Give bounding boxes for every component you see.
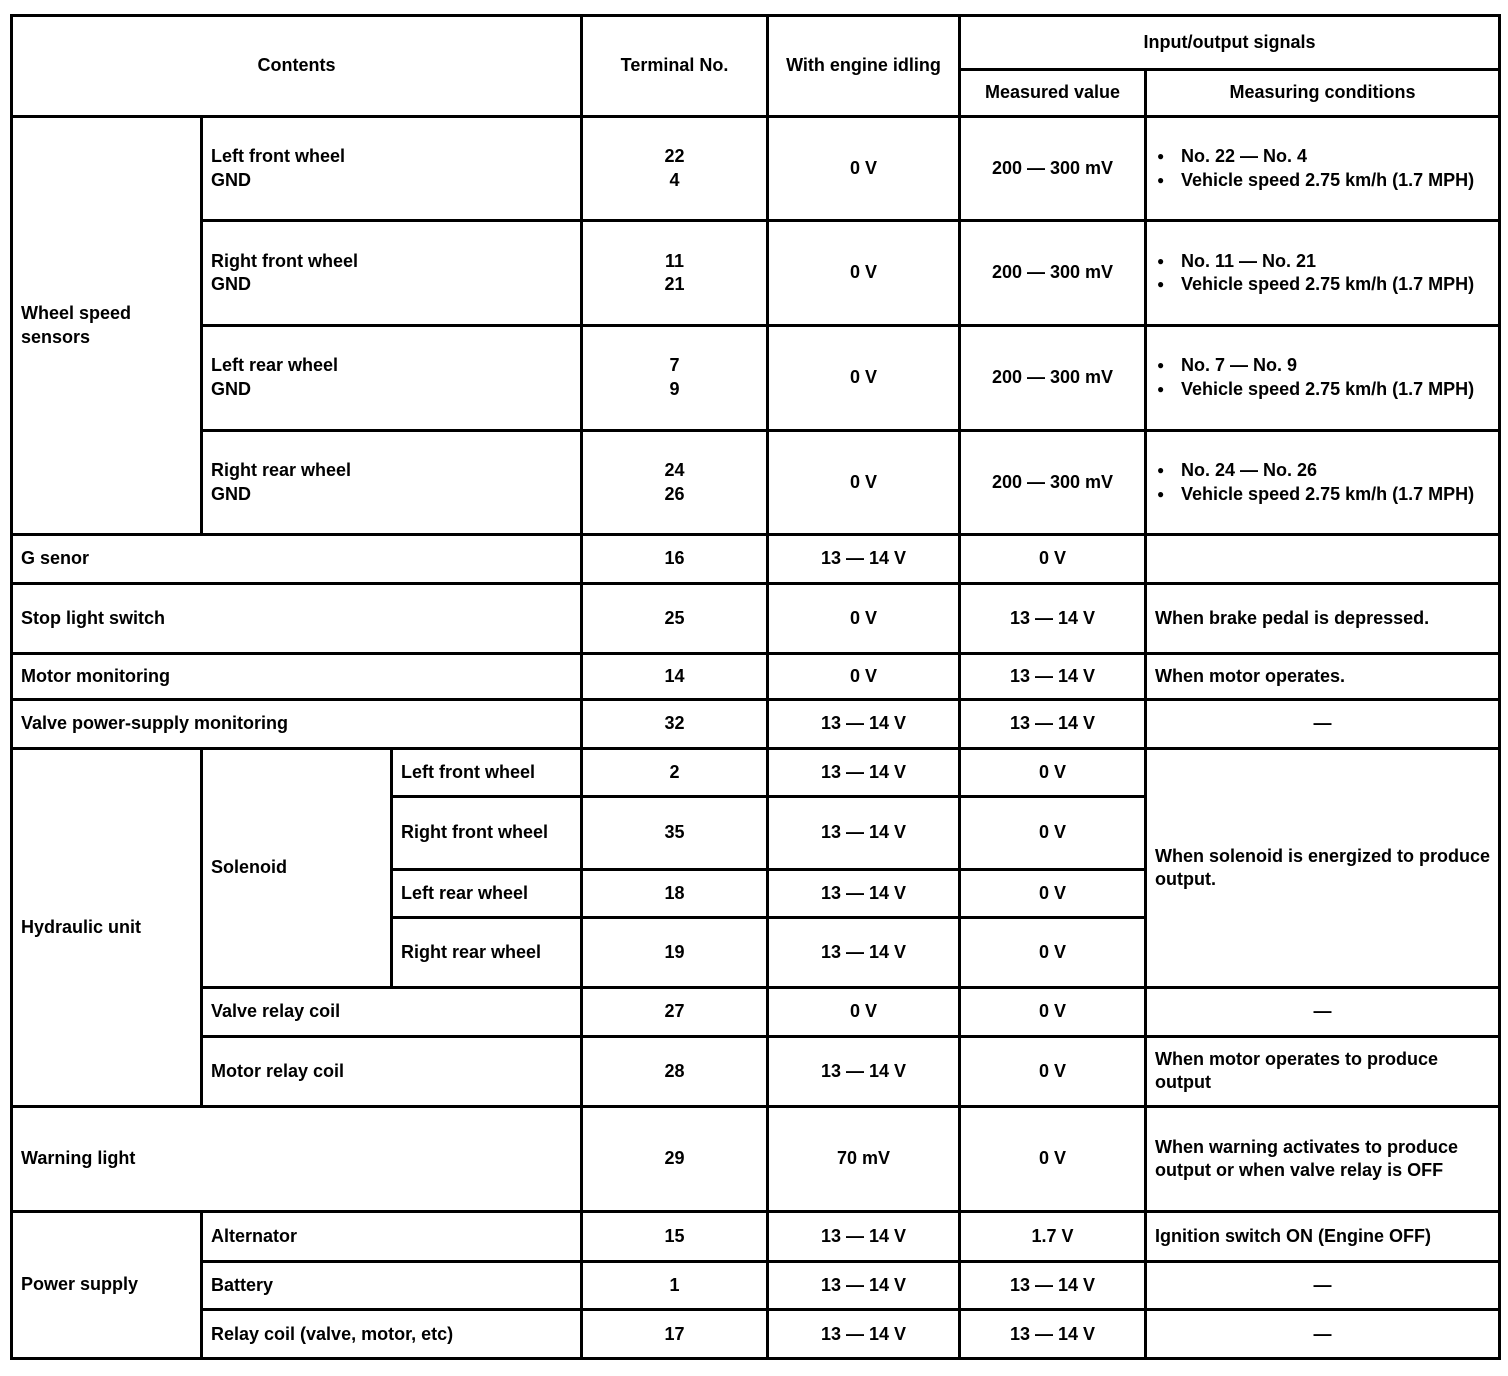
- idle-value: 13 — 14 V: [768, 1262, 960, 1310]
- measuring-condition: When warning activates to produce output or when valve relay is OFF: [1146, 1107, 1500, 1212]
- measured-value: 0 V: [960, 797, 1146, 869]
- item-name: Warning light: [12, 1107, 582, 1212]
- measured-value: 13 — 14 V: [960, 1262, 1146, 1310]
- measuring-condition: When brake pedal is depressed.: [1146, 583, 1500, 653]
- measuring-condition: —: [1146, 1262, 1500, 1310]
- terminal-no: 2: [582, 748, 768, 796]
- idle-value: 13 — 14 V: [768, 797, 960, 869]
- measuring-condition: [1146, 430, 1500, 535]
- condition-speed: ● Vehicle speed 2.75 km/h (1.7 MPH): [1155, 273, 1490, 296]
- table-row: [12, 583, 1500, 653]
- io-signal-table: [10, 14, 1501, 1360]
- idle-value: 0 V: [768, 430, 960, 535]
- group-solenoid: Solenoid: [202, 748, 392, 988]
- item-name: Valve power-supply monitoring: [12, 700, 582, 748]
- measured-value: 0 V: [960, 869, 1146, 917]
- measuring-condition: When motor operates to produce output: [1146, 1036, 1500, 1106]
- condition-speed: ● Vehicle speed 2.75 km/h (1.7 MPH): [1155, 483, 1490, 506]
- measured-value: 0 V: [960, 917, 1146, 987]
- item-name: Stop light switch: [12, 583, 582, 653]
- header-terminal-no: Terminal No.: [582, 16, 768, 117]
- header-contents: Contents: [12, 16, 582, 117]
- sensor-gnd: GND: [211, 378, 251, 399]
- header-measuring-conditions: Measuring conditions: [1146, 70, 1500, 116]
- condition-speed: ● Vehicle speed 2.75 km/h (1.7 MPH): [1155, 378, 1490, 401]
- idle-value: 13 — 14 V: [768, 1036, 960, 1106]
- terminal-cell: [582, 116, 768, 221]
- measured-value: 200 — 300 mV: [960, 116, 1146, 221]
- measuring-condition: When motor operates.: [1146, 654, 1500, 700]
- header-with-engine-idling: With engine idling: [768, 16, 960, 117]
- terminal-no: 11: [665, 250, 685, 271]
- gnd-terminal-no: 9: [669, 378, 680, 399]
- sensor-gnd: GND: [211, 483, 251, 504]
- item-name: Relay coil (valve, motor, etc): [202, 1310, 582, 1359]
- sensor-name: Right rear wheel: [211, 460, 352, 481]
- idle-value: 13 — 14 V: [768, 917, 960, 987]
- idle-value: 13 — 14 V: [768, 700, 960, 748]
- condition-terminals: ● No. 7 — No. 9: [1155, 354, 1490, 377]
- table-row: [12, 430, 1500, 535]
- item-name: Alternator: [202, 1211, 582, 1261]
- terminal-no: 7: [669, 355, 680, 376]
- item-name: Battery: [202, 1262, 582, 1310]
- table-row: [12, 1107, 1500, 1212]
- idle-value: 0 V: [768, 326, 960, 431]
- terminal-cell: [582, 430, 768, 535]
- measured-value: 13 — 14 V: [960, 654, 1146, 700]
- measuring-condition: —: [1146, 700, 1500, 748]
- group-hydraulic-unit: Hydraulic unit: [12, 748, 202, 1106]
- terminal-no: 35: [582, 797, 768, 869]
- idle-value: 13 — 14 V: [768, 1211, 960, 1261]
- table-row: [12, 221, 1500, 326]
- measured-value: 200 — 300 mV: [960, 326, 1146, 431]
- measured-value: 13 — 14 V: [960, 583, 1146, 653]
- measuring-condition: [1146, 535, 1500, 583]
- measuring-condition: [1146, 116, 1500, 221]
- sensor-gnd: GND: [211, 169, 251, 190]
- measured-value: 1.7 V: [960, 1211, 1146, 1261]
- solenoid-wheel: Right front wheel: [392, 797, 582, 869]
- idle-value: 0 V: [768, 116, 960, 221]
- header-measured-value: Measured value: [960, 70, 1146, 116]
- solenoid-wheel: Left rear wheel: [392, 869, 582, 917]
- table-row: [12, 700, 1500, 748]
- measured-value: 0 V: [960, 988, 1146, 1036]
- item-name: Motor relay coil: [202, 1036, 582, 1106]
- terminal-no: 25: [582, 583, 768, 653]
- sensor-name-cell: [202, 221, 582, 326]
- idle-value: 13 — 14 V: [768, 535, 960, 583]
- group-wheel-speed-sensors: Wheel speed sensors: [12, 116, 202, 535]
- item-name: G senor: [12, 535, 582, 583]
- terminal-no: 18: [582, 869, 768, 917]
- sensor-name: Left front wheel: [211, 146, 345, 167]
- sensor-name-cell: [202, 116, 582, 221]
- condition-terminals: ● No. 22 — No. 4: [1155, 145, 1490, 168]
- terminal-cell: [582, 221, 768, 326]
- solenoid-wheel: Left front wheel: [392, 748, 582, 796]
- terminal-no: 27: [582, 988, 768, 1036]
- measured-value: 0 V: [960, 748, 1146, 796]
- table-row: [12, 535, 1500, 583]
- terminal-no: 16: [582, 535, 768, 583]
- measured-value: 13 — 14 V: [960, 700, 1146, 748]
- terminal-no: 22: [664, 146, 685, 167]
- idle-value: 13 — 14 V: [768, 748, 960, 796]
- table-row: [12, 1211, 1500, 1261]
- gnd-terminal-no: 21: [664, 274, 685, 295]
- condition-terminals: ● No. 11 — No. 21: [1155, 250, 1490, 273]
- header-io-signals: Input/output signals: [960, 16, 1500, 70]
- idle-value: 0 V: [768, 583, 960, 653]
- measured-value: 0 V: [960, 1107, 1146, 1212]
- measured-value: 200 — 300 mV: [960, 430, 1146, 535]
- measured-value: 13 — 14 V: [960, 1310, 1146, 1359]
- sensor-name: Right front wheel: [211, 250, 358, 271]
- sensor-name: Left rear wheel: [211, 355, 339, 376]
- sensor-gnd: GND: [211, 274, 251, 295]
- table-row: [12, 748, 1500, 796]
- table-row: [12, 1310, 1500, 1359]
- condition-terminals: ● No. 24 — No. 26: [1155, 459, 1490, 482]
- group-power-supply: Power supply: [12, 1211, 202, 1358]
- terminal-no: 17: [582, 1310, 768, 1359]
- terminal-no: 1: [582, 1262, 768, 1310]
- terminal-no: 14: [582, 654, 768, 700]
- item-name: Motor monitoring: [12, 654, 582, 700]
- solenoid-wheel: Right rear wheel: [392, 917, 582, 987]
- sensor-name-cell: [202, 326, 582, 431]
- table-row: [12, 326, 1500, 431]
- measuring-condition: —: [1146, 988, 1500, 1036]
- terminal-no: 29: [582, 1107, 768, 1212]
- table-row: [12, 654, 1500, 700]
- gnd-terminal-no: 26: [664, 483, 685, 504]
- table-row: [12, 988, 1500, 1036]
- condition-speed: ● Vehicle speed 2.75 km/h (1.7 MPH): [1155, 169, 1490, 192]
- terminal-no: 28: [582, 1036, 768, 1106]
- table-row: [12, 1036, 1500, 1106]
- terminal-no: 15: [582, 1211, 768, 1261]
- terminal-no: 19: [582, 917, 768, 987]
- idle-value: 13 — 14 V: [768, 869, 960, 917]
- table-row: [12, 1262, 1500, 1310]
- idle-value: 13 — 14 V: [768, 1310, 960, 1359]
- measuring-condition: [1146, 221, 1500, 326]
- item-name: Valve relay coil: [202, 988, 582, 1036]
- idle-value: 70 mV: [768, 1107, 960, 1212]
- measuring-condition: Ignition switch ON (Engine OFF): [1146, 1211, 1500, 1261]
- sensor-name-cell: [202, 430, 582, 535]
- terminal-no: 24: [664, 460, 685, 481]
- terminal-no: 32: [582, 700, 768, 748]
- table-row: [12, 116, 1500, 221]
- measured-value: 0 V: [960, 1036, 1146, 1106]
- idle-value: 0 V: [768, 988, 960, 1036]
- idle-value: 0 V: [768, 221, 960, 326]
- measuring-condition: When solenoid is energized to produce output.: [1146, 748, 1500, 988]
- measured-value: 200 — 300 mV: [960, 221, 1146, 326]
- idle-value: 0 V: [768, 654, 960, 700]
- measured-value: 0 V: [960, 535, 1146, 583]
- terminal-cell: [582, 326, 768, 431]
- gnd-terminal-no: 4: [669, 169, 680, 190]
- measuring-condition: [1146, 326, 1500, 431]
- measuring-condition: —: [1146, 1310, 1500, 1359]
